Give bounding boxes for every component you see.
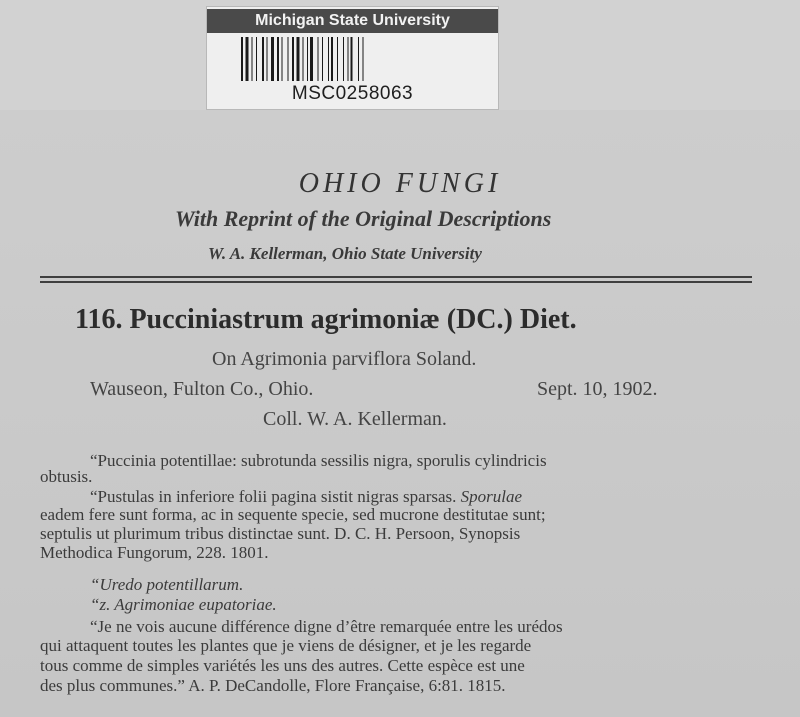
header-rule-top — [40, 276, 752, 278]
host-line: On Agrimonia parviflora Soland. — [212, 348, 477, 370]
specimen-label — [206, 6, 499, 110]
barcode — [241, 37, 466, 81]
collection-date: Sept. 10, 1902. — [537, 378, 658, 400]
description-line: tous comme de simples variétés les uns des autres. Cette espèce est une — [40, 656, 525, 675]
page-title: OHIO FUNGI — [298, 168, 502, 199]
institution-name: Michigan State University — [207, 9, 498, 33]
subtitle: With Reprint of the Original Descriptions — [175, 206, 552, 231]
description-line: “z. Agrimoniae eupatoriae. — [90, 595, 277, 614]
catalog-number: MSC0258063 — [291, 83, 414, 104]
description-line: obtusis. — [40, 467, 93, 486]
author-line: W. A. Kellerman, Ohio State University — [208, 244, 482, 263]
description-line: septulis ut plurimum tribus distinctae sunt. D. C. H. Persoon, Synopsis — [40, 524, 521, 543]
description-line: Methodica Fungorum, 228. 1801. — [40, 543, 269, 562]
description-line: “Je ne vois aucune différence digne d’être remarquée entre les urédos — [90, 617, 563, 636]
description-line: “Puccinia potentillae: subrotunda sessilis nigra, sporulis cylindricis — [90, 451, 547, 470]
description-line: “Pustulas in inferiore folii pagina sistit nigras sparsas. Sporulae — [90, 487, 523, 506]
description-line: qui attaquent toutes les plantes que je viens de désigner, et je les regarde — [40, 636, 532, 655]
description-line: eadem fere sunt forma, ac in sequente specie, sed mucrone destitutae sunt; — [40, 505, 546, 524]
locality: Wauseon, Fulton Co., Ohio. — [90, 378, 314, 400]
description-line: “Uredo potentillarum. — [90, 575, 244, 594]
header-rule-bottom — [40, 281, 752, 283]
collector: Coll. W. A. Kellerman. — [263, 408, 447, 430]
description-line: des plus communes.” A. P. DeCandolle, Flore Française, 6:81. 1815. — [40, 676, 506, 695]
species-heading: 116. Pucciniastrum agrimoniæ (DC.) Diet. — [75, 304, 577, 335]
